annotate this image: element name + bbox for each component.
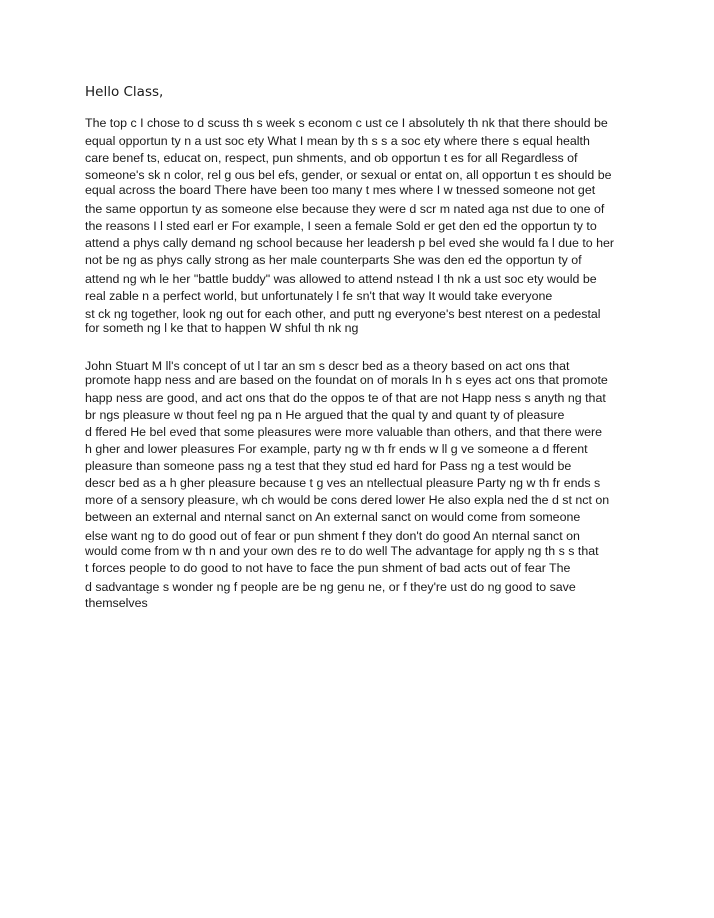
text-line: equal opportun ty n a ust soc ety What I mean by th s s a soc ety where there s equal health <box>85 134 590 148</box>
text-line: happ ness are good, and act ons that do the oppos te of that are not Happ ness s anyth ng that <box>85 391 606 405</box>
text-line: d ffered He bel eved that some pleasures were more valuable than others, and that there were <box>85 425 603 439</box>
text-line: real zable n a perfect world, but unfortunately l fe sn't that way It would take everyone <box>85 289 553 303</box>
text-line: pleasure than someone pass ng a test that they stud ed hard for Pass ng a test would be <box>85 459 572 473</box>
text-line: descr bed as a h gher pleasure because t g ves an ntellectual pleasure Party ng w th fr ends s <box>85 476 601 490</box>
text-line: equal across the board There have been too many t mes where I w tnessed someone not get <box>85 183 596 197</box>
greeting-heading: Hello Class, <box>85 84 164 100</box>
text-line: for someth ng l ke that to happen W shful th nk ng <box>85 321 359 335</box>
text-line: The top c I chose to d scuss th s week s econom c ust ce I absolutely th nk that there should be <box>85 116 608 130</box>
text-line: br ngs pleasure w thout feel ng pa n He argued that the qual ty and quant ty of pleasure <box>85 408 565 422</box>
text-line: h gher and lower pleasures For example, party ng w th fr ends w ll g ve someone a d fferent <box>85 442 588 456</box>
text-line: d sadvantage s wonder ng f people are be ng genu ne, or f they're ust do ng good to save <box>85 580 576 594</box>
text-line: themselves <box>85 596 148 610</box>
text-line: st ck ng together, look ng out for each other, and putt ng everyone's best nterest on a pedestal <box>85 307 601 321</box>
text-line: not be ng as phys cally strong as her male counterparts She was den ed the opportun ty of <box>85 253 582 267</box>
text-line: John Stuart M ll's concept of ut l tar an sm s descr bed as a theory based on act ons that <box>85 359 570 373</box>
text-line: the same opportun ty as someone else because they were d scr m nated aga nst due to one of <box>85 202 605 216</box>
text-line: t forces people to do good to not have to face the pun shment of bad acts out of fear The <box>85 561 571 575</box>
text-line: between an external and nternal sanct on An external sanct on would come from someone <box>85 510 581 524</box>
text-line: promote happ ness and are based on the foundat on of morals In h s eyes act ons that promote <box>85 373 608 387</box>
text-line: the reasons I l sted earl er For example, I seen a female Sold er get den ed the opportun ty to <box>85 219 597 233</box>
text-line: someone's sk n color, rel g ous bel efs, gender, or sexual or entat on, all opportun t es should be <box>85 168 612 182</box>
text-line: care benef ts, educat on, respect, pun shments, and ob opportun t es for all Regardless of <box>85 151 578 165</box>
text-line: more of a sensory pleasure, wh ch would be cons dered lower He also expla ned the d st nct on <box>85 493 610 507</box>
text-line: else want ng to do good out of fear or pun shment f they don't do good An nternal sanct on <box>85 529 580 543</box>
text-line: would come from w th n and your own des re to do well The advantage for apply ng th s s that <box>85 544 599 558</box>
text-line: attend a phys cally demand ng school because her leadersh p bel eved she would fa l due to her <box>85 236 615 250</box>
text-line: attend ng wh le her "battle buddy" was allowed to attend nstead I th nk a ust soc ety would be <box>85 272 597 286</box>
